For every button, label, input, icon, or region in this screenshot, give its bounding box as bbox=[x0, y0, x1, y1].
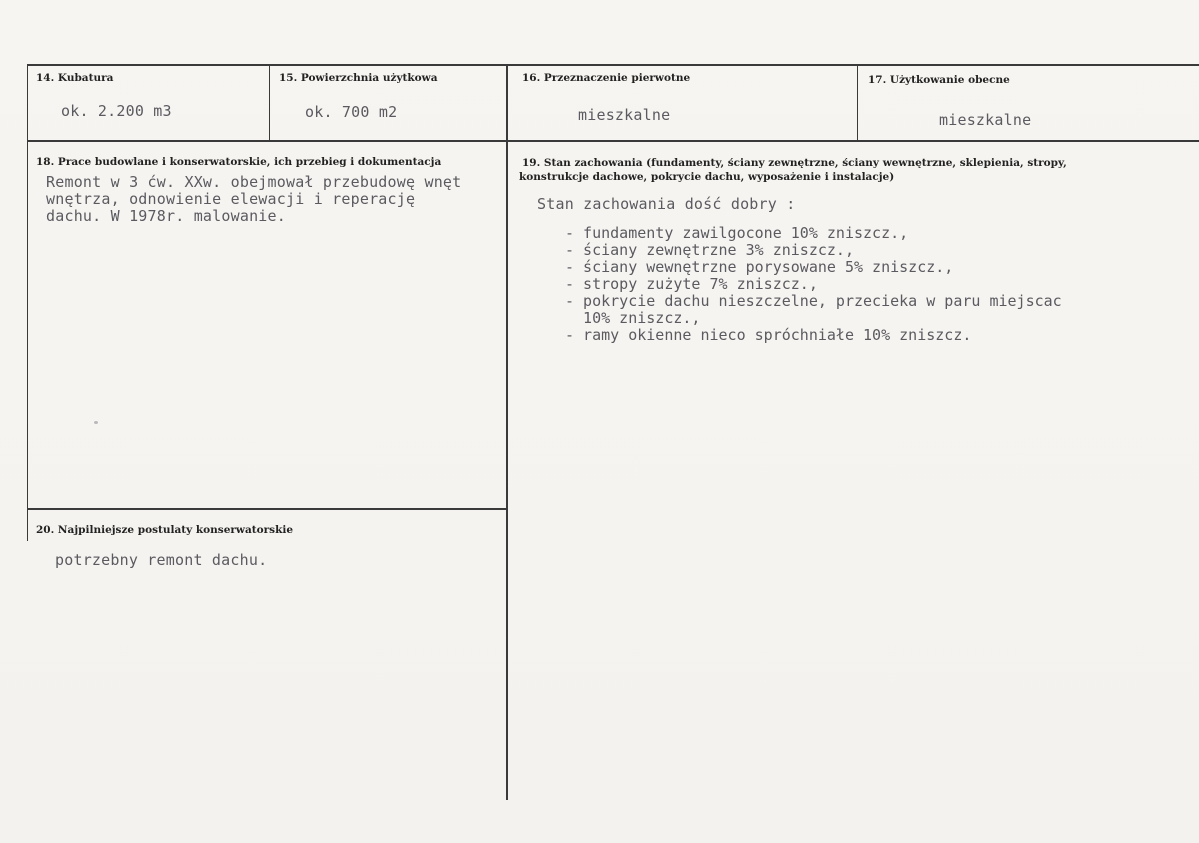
field-19-condition-list bbox=[565, 225, 1062, 344]
field-20-value: potrzebny remont dachu. bbox=[55, 551, 268, 569]
field-16-label: 16. Przeznaczenie pierwotne bbox=[522, 72, 691, 84]
list-item: 10% zniszcz., bbox=[565, 309, 701, 327]
list-item: - pokrycie dachu nieszczelne, przecieka w paru miejscac bbox=[565, 292, 1062, 310]
field-18-label: 18. Prace budowlane i konserwatorskie, ich przebieg i dokumentacja bbox=[36, 156, 442, 168]
left-split-rule bbox=[27, 508, 506, 510]
col-rule-2 bbox=[506, 64, 508, 800]
field-19-label-line-2: konstrukcje dachowe, pokrycie dachu, wyposażenie i instalacje) bbox=[519, 171, 895, 183]
field-18-line-2: wnętrza, odnowienie elewacji i reperację bbox=[46, 190, 416, 208]
paper-speck bbox=[94, 421, 98, 424]
list-item: - fundamenty zawilgocone 10% zniszcz., bbox=[565, 224, 909, 242]
field-14-label: 14. Kubatura bbox=[36, 72, 114, 84]
field-15-label: 15. Powierzchnia użytkowa bbox=[279, 72, 438, 84]
list-item: - ściany zewnętrzne 3% zniszcz., bbox=[565, 241, 854, 259]
field-19-label-line-1: 19. Stan zachowania (fundamenty, ściany zewnętrzne, ściany wewnętrzne, sklepienia, stropy, bbox=[522, 157, 1067, 169]
field-20-label: 20. Najpilniejsze postulaty konserwatorskie bbox=[36, 524, 294, 536]
field-15-value: ok. 700 m2 bbox=[305, 103, 398, 121]
field-17-value: mieszkalne bbox=[939, 111, 1032, 129]
field-19-intro: Stan zachowania dość dobry : bbox=[537, 195, 796, 213]
col-rule-1 bbox=[269, 64, 270, 141]
field-14-value: ok. 2.200 m3 bbox=[61, 102, 172, 120]
list-item: - ściany wewnętrzne porysowane 5% zniszcz., bbox=[565, 258, 954, 276]
top-rule bbox=[27, 64, 1199, 66]
field-17-label: 17. Użytkowanie obecne bbox=[868, 74, 1010, 86]
col-rule-3 bbox=[857, 64, 858, 141]
field-18-line-3: dachu. W 1978r. malowanie. bbox=[46, 207, 286, 225]
list-item: - stropy zużyte 7% zniszcz., bbox=[565, 275, 818, 293]
row-rule bbox=[27, 140, 1199, 142]
left-border bbox=[27, 64, 28, 541]
field-18-line-1: Remont w 3 ćw. XXw. obejmował przebudowę wnęt bbox=[46, 173, 462, 191]
list-item: - ramy okienne nieco spróchniałe 10% zniszcz. bbox=[565, 326, 972, 344]
field-16-value: mieszkalne bbox=[578, 106, 671, 124]
